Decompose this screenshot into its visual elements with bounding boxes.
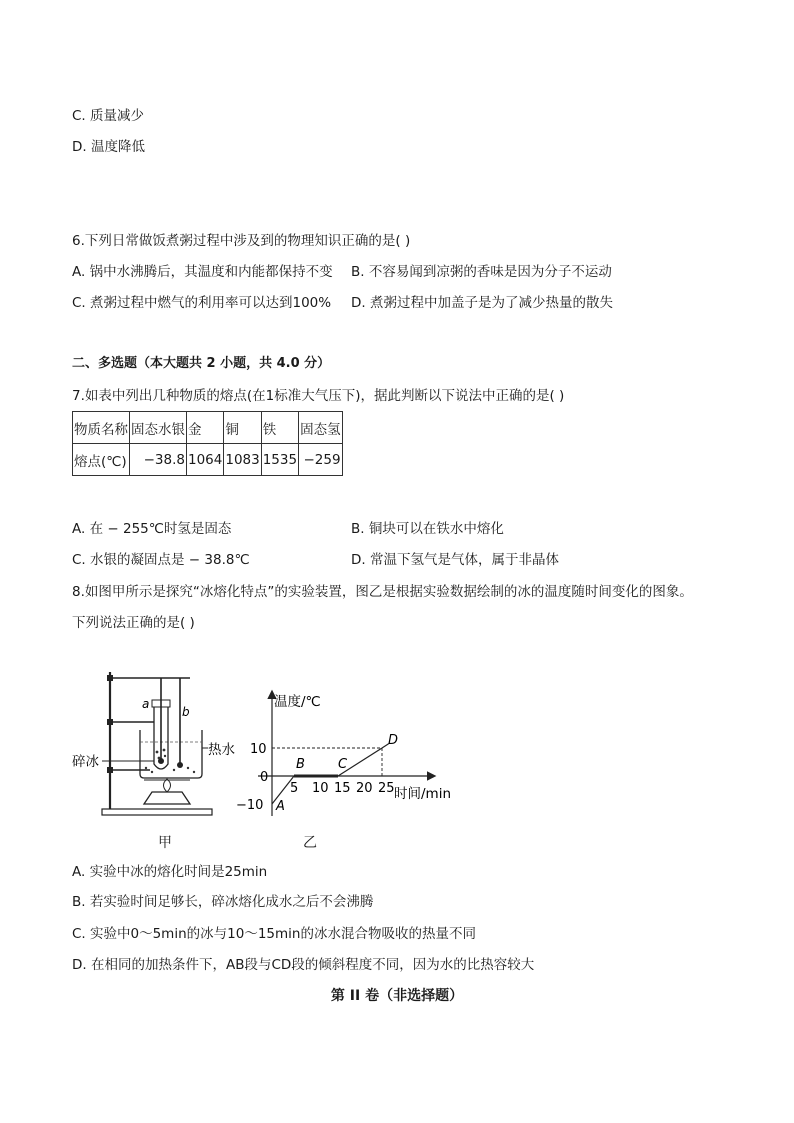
y-axis-label: 温度/℃ bbox=[274, 694, 321, 710]
q5-option-c: C. 质量减少 bbox=[72, 108, 145, 124]
q8-option-d: D. 在相同的加热条件下，AB段与CD段的倾斜程度不同，因为水的比热容较大 bbox=[72, 957, 535, 973]
q7-option-c: C. 水银的凝固点是 − 38.8℃ bbox=[72, 552, 250, 568]
x-tick-label: 25 bbox=[378, 781, 395, 796]
q7-option-d: D. 常温下氢气是气体，属于非晶体 bbox=[351, 552, 559, 568]
label-crushed-ice: 碎冰 bbox=[72, 754, 99, 770]
table-cell: 物质名称 bbox=[73, 412, 130, 444]
section-title-multi-choice: 二、多选题（本大题共 2 小题，共 4.0 分） bbox=[72, 356, 331, 371]
x-tick-label: 15 bbox=[334, 781, 351, 796]
label-b: b bbox=[182, 705, 190, 719]
point-label-c: C bbox=[338, 757, 348, 772]
table-cell: −259 bbox=[299, 444, 343, 476]
label-hot-water: 热水 bbox=[208, 742, 235, 758]
x-tick-label: 5 bbox=[290, 781, 299, 796]
q6-option-d: D. 煮粥过程中加盖子是为了减少热量的散失 bbox=[351, 295, 613, 311]
table-cell: 固态水银 bbox=[130, 412, 187, 444]
q6-option-a: A. 锅中水沸腾后，其温度和内能都保持不变 bbox=[72, 264, 333, 280]
table-cell: 1083 bbox=[224, 444, 261, 476]
table-cell: 铁 bbox=[261, 412, 298, 444]
table-cell: 熔点(℃) bbox=[73, 444, 130, 476]
melting-point-table bbox=[72, 411, 343, 476]
table-row bbox=[73, 444, 343, 476]
q8-stem-line2: 下列说法正确的是( ) bbox=[72, 615, 195, 631]
point-label-a: A bbox=[276, 799, 285, 814]
table-cell: 金 bbox=[187, 412, 224, 444]
table-cell: 固态氢 bbox=[299, 412, 343, 444]
q8-option-c: C. 实验中0～5min的冰与10～15min的冰水混合物吸收的热量不同 bbox=[72, 926, 476, 942]
figure-jia-caption: 甲 bbox=[158, 835, 172, 851]
beaker bbox=[140, 730, 202, 778]
label-a: a bbox=[142, 697, 150, 711]
y-tick-label: −10 bbox=[236, 798, 264, 813]
temperature-time-chart bbox=[236, 686, 466, 826]
table-row bbox=[73, 412, 343, 444]
q7-option-b: B. 铜块可以在铁水中熔化 bbox=[351, 521, 504, 537]
x-axis-label: 时间/min bbox=[394, 786, 452, 802]
table-cell: 铜 bbox=[224, 412, 261, 444]
point-label-b: B bbox=[296, 757, 305, 772]
figure-yi-caption: 乙 bbox=[303, 835, 317, 851]
ice-melting-apparatus-figure bbox=[70, 664, 250, 824]
q8-option-b: B. 若实验时间足够长，碎冰熔化成水之后不会沸腾 bbox=[72, 894, 374, 910]
y-tick-label: 0 bbox=[260, 770, 269, 785]
q6-stem: 6.下列日常做饭煮粥过程中涉及到的物理知识正确的是( ) bbox=[72, 233, 411, 249]
x-tick-label: 10 bbox=[312, 781, 329, 796]
alcohol-burner bbox=[144, 792, 190, 804]
stand-base bbox=[102, 809, 212, 815]
q8-stem-line1: 8.如图甲所示是探究“冰熔化特点”的实验装置，图乙是根据实验数据绘制的冰的温度随时间变化的图象。 bbox=[72, 584, 693, 600]
y-tick-label: 10 bbox=[250, 742, 267, 757]
q8-option-a: A. 实验中冰的熔化时间是25min bbox=[72, 864, 268, 880]
table-cell: 1064 bbox=[187, 444, 224, 476]
q6-option-c: C. 煮粥过程中燃气的利用率可以达到100% bbox=[72, 295, 332, 311]
q7-stem: 7.如表中列出几种物质的熔点(在1标准大气压下)，据此判断以下说法中正确的是( ) bbox=[72, 388, 565, 404]
part-two-title: 第 II 卷（非选择题） bbox=[330, 988, 464, 1004]
q6-option-b: B. 不容易闻到凉粥的香味是因为分子不运动 bbox=[351, 264, 612, 280]
flame bbox=[164, 779, 171, 792]
q5-option-d: D. 温度降低 bbox=[72, 139, 145, 155]
table-cell: −38.8 bbox=[130, 444, 187, 476]
x-tick-label: 20 bbox=[356, 781, 373, 796]
point-label-d: D bbox=[388, 733, 399, 748]
q7-option-a: A. 在 − 255℃时氢是固态 bbox=[72, 521, 232, 537]
table-cell: 1535 bbox=[261, 444, 298, 476]
